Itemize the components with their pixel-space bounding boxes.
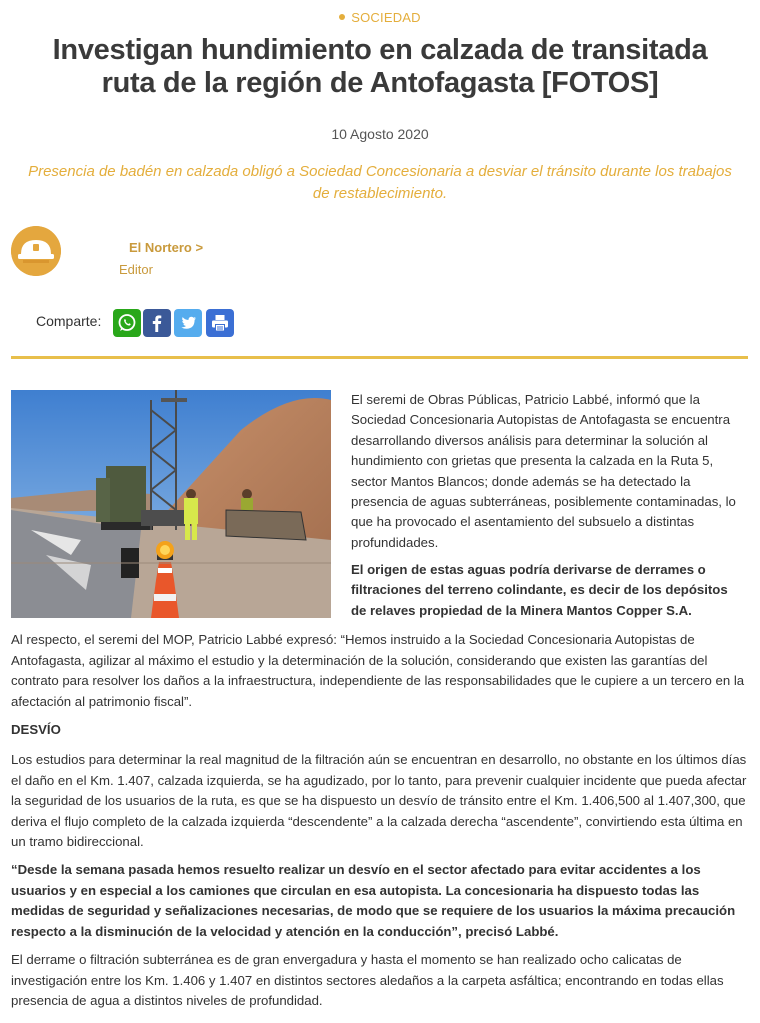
helmet-logo-icon (11, 226, 61, 276)
body-paragraph-bold: El origen de estas aguas podría derivarse de derrames o filtraciones del terreno colindante, es decir de los depósitos de relaves propiedad de la Minera Mantos Copper S.A. (351, 562, 728, 618)
body-paragraph: Al respecto, el seremi del MOP, Patricio Labbé expresó: “Hemos instruido a la Sociedad Concesionaria Autopistas de Antofagasta, agilizar al máximo el estudio y la determinación de la solución, considerando que existen las garantías del contrato para resolver los daños a la infraestructura, independiente de las responsabilidades que le cupiere a un tercero en la afectación al patrimonio fiscal”. (11, 632, 745, 709)
facebook-share-button[interactable] (143, 309, 171, 337)
article-photo[interactable] (11, 390, 331, 618)
twitter-share-button[interactable] (174, 309, 202, 337)
roadwork-photo-image (11, 390, 331, 618)
publish-date: 10 Agosto 2020 (331, 126, 429, 142)
category-tag[interactable] (0, 10, 760, 25)
author-role: Editor (119, 262, 153, 277)
body-paragraph: El seremi de Obras Públicas, Patricio Labbé, informó que la Sociedad Concesionaria Autopistas de Antofagasta se encuentra desarrollando diversos análisis para determinar la solución al hundimiento con grietas que presenta la calzada en la Ruta 5, sector Mantos Blancos; donde además se ha detectado la presencia de aguas subterráneas, posiblemente contaminadas, lo que ha provocado el asentamiento del subsuelo a distintas profundidades. (351, 392, 736, 550)
author-name-link[interactable]: El Nortero > (129, 240, 204, 255)
body-paragraph: El derrame o filtración subterránea es de gran envergadura y hasta el momento se han realizado ocho calicatas de investigación entre los Km. 1.406 y 1.407 en distintos sectores aledaños a la carpeta asfáltica; encontrando en todas ellas presencia de agua a distintos niveles de profundidad. (11, 952, 724, 1009)
whatsapp-icon (116, 312, 138, 334)
facebook-icon (146, 312, 168, 334)
category-label[interactable]: SOCIEDAD (351, 10, 421, 25)
bullet-icon (339, 14, 345, 20)
share-label: Comparte: (36, 313, 102, 329)
author-avatar[interactable] (11, 226, 61, 276)
quote-paragraph: “Desde la semana pasada hemos resuelto realizar un desvío en el sector afectado para evitar accidentes a los usuarios y en especial a los camiones que circulan en esa autopista. La concesionaria ha dispuesto todas las medidas de seguridad y señalizaciones necesarias, de modo que se requiere de los usuarios la máxima precaución respecto a la disminución de la velocidad y atención en la conducción”, precisó Labbé. (11, 862, 736, 939)
print-icon (209, 312, 231, 334)
twitter-icon (177, 312, 199, 334)
whatsapp-share-button[interactable] (113, 309, 141, 337)
page-title: Investigan hundimiento en calzada de transitada ruta de la región de Antofagasta [FOTOS] (52, 34, 708, 99)
section-heading: DESVÍO (11, 722, 61, 737)
article-lead: Presencia de badén en calzada obligó a Sociedad Concesionaria a desviar el tránsito durante los trabajos de restablecimiento. (28, 163, 732, 202)
divider (11, 356, 748, 359)
print-button[interactable] (206, 309, 234, 337)
body-paragraph: Los estudios para determinar la real magnitud de la filtración aún se encuentran en desarrollo, no obstante en los últimos días el daño en el Km. 1.407, calzada izquierda, se ha agudizado, por lo tanto, para prevenir cualquier incidente que pueda afectar la seguridad de los usuarios de la ruta, es que se ha dispuesto un desvío de tránsito entre el Km. 1.406,500 al 1.407,300, que deriva el flujo completo de la calzada izquierda “descendente” a la calzada derecha “ascendente”, convirtiendo esta última en un tramo bidireccional. (11, 752, 747, 850)
